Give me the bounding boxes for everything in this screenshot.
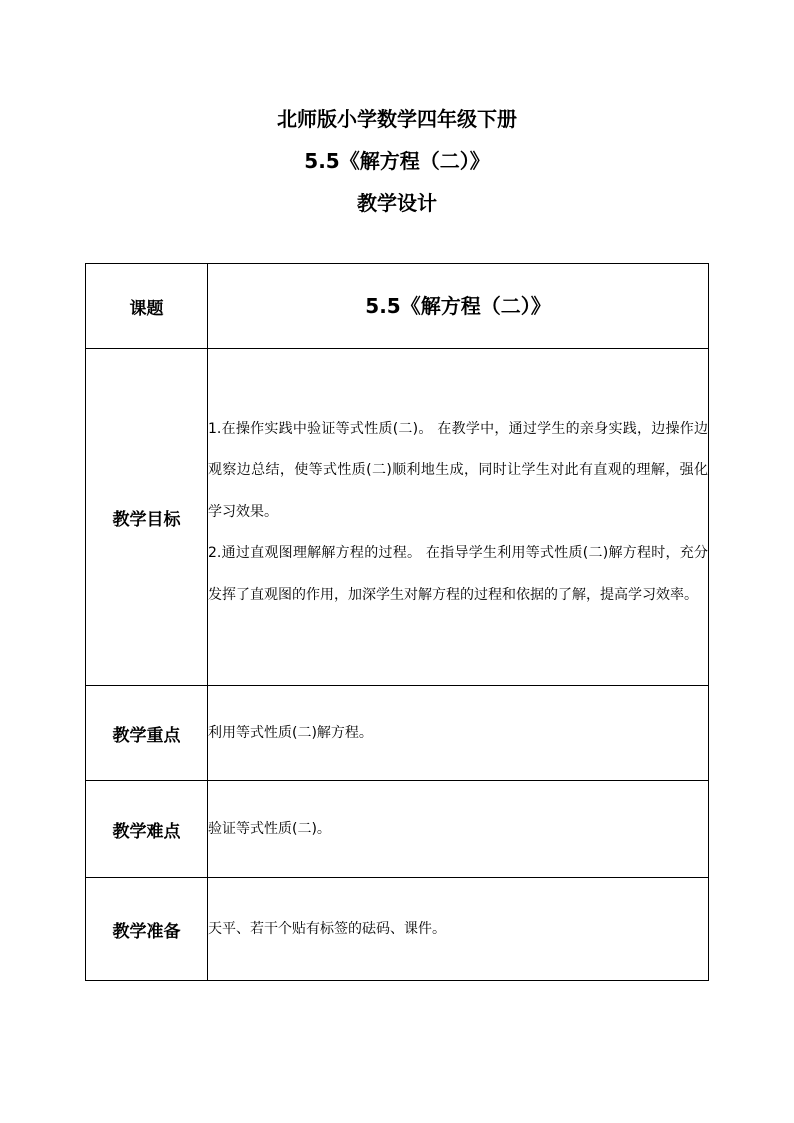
row-value-topic: 5.5《解方程（二）》 xyxy=(208,264,709,349)
table-row-difficulties xyxy=(86,781,709,878)
row-value-goals xyxy=(208,349,709,686)
row-value-preparation: 天平、若干个贴有标签的砝码、课件。 xyxy=(208,878,709,981)
row-label-preparation: 教学准备 xyxy=(86,878,208,981)
table-row-goals xyxy=(86,349,709,686)
row-value-difficulties: 验证等式性质(二)。 xyxy=(208,781,709,878)
goal-paragraph-1: 1.在操作实践中验证等式性质(二)。 在教学中，通过学生的亲身实践，边操作边观察边总结，使等式性质(二)顺利地生成，同时让学生对此有直观的理解，强化学习效果。 xyxy=(208,420,708,520)
row-label-goals: 教学目标 xyxy=(86,349,208,686)
document-subtitle: 教学设计 xyxy=(357,191,437,215)
row-value-key-points: 利用等式性质(二)解方程。 xyxy=(208,686,709,781)
row-label-key-points: 教学重点 xyxy=(86,686,208,781)
row-label-difficulties: 教学难点 xyxy=(86,781,208,878)
goal-paragraph-2: 2.通过直观图理解解方程的过程。 在指导学生利用等式性质(二)解方程时，充分发挥了直观图的作用，加深学生对解方程的过程和依据的了解，提高学习效率。 xyxy=(208,545,708,603)
document-title: 北师版小学数学四年级下册 xyxy=(277,107,517,131)
table-row-preparation xyxy=(86,878,709,981)
row-label-topic: 课题 xyxy=(86,264,208,349)
lesson-plan-table xyxy=(85,263,709,981)
lesson-title: 5.5《解方程（二）》 xyxy=(304,149,490,173)
table-row-topic xyxy=(86,264,709,349)
table-row-key-points xyxy=(86,686,709,781)
